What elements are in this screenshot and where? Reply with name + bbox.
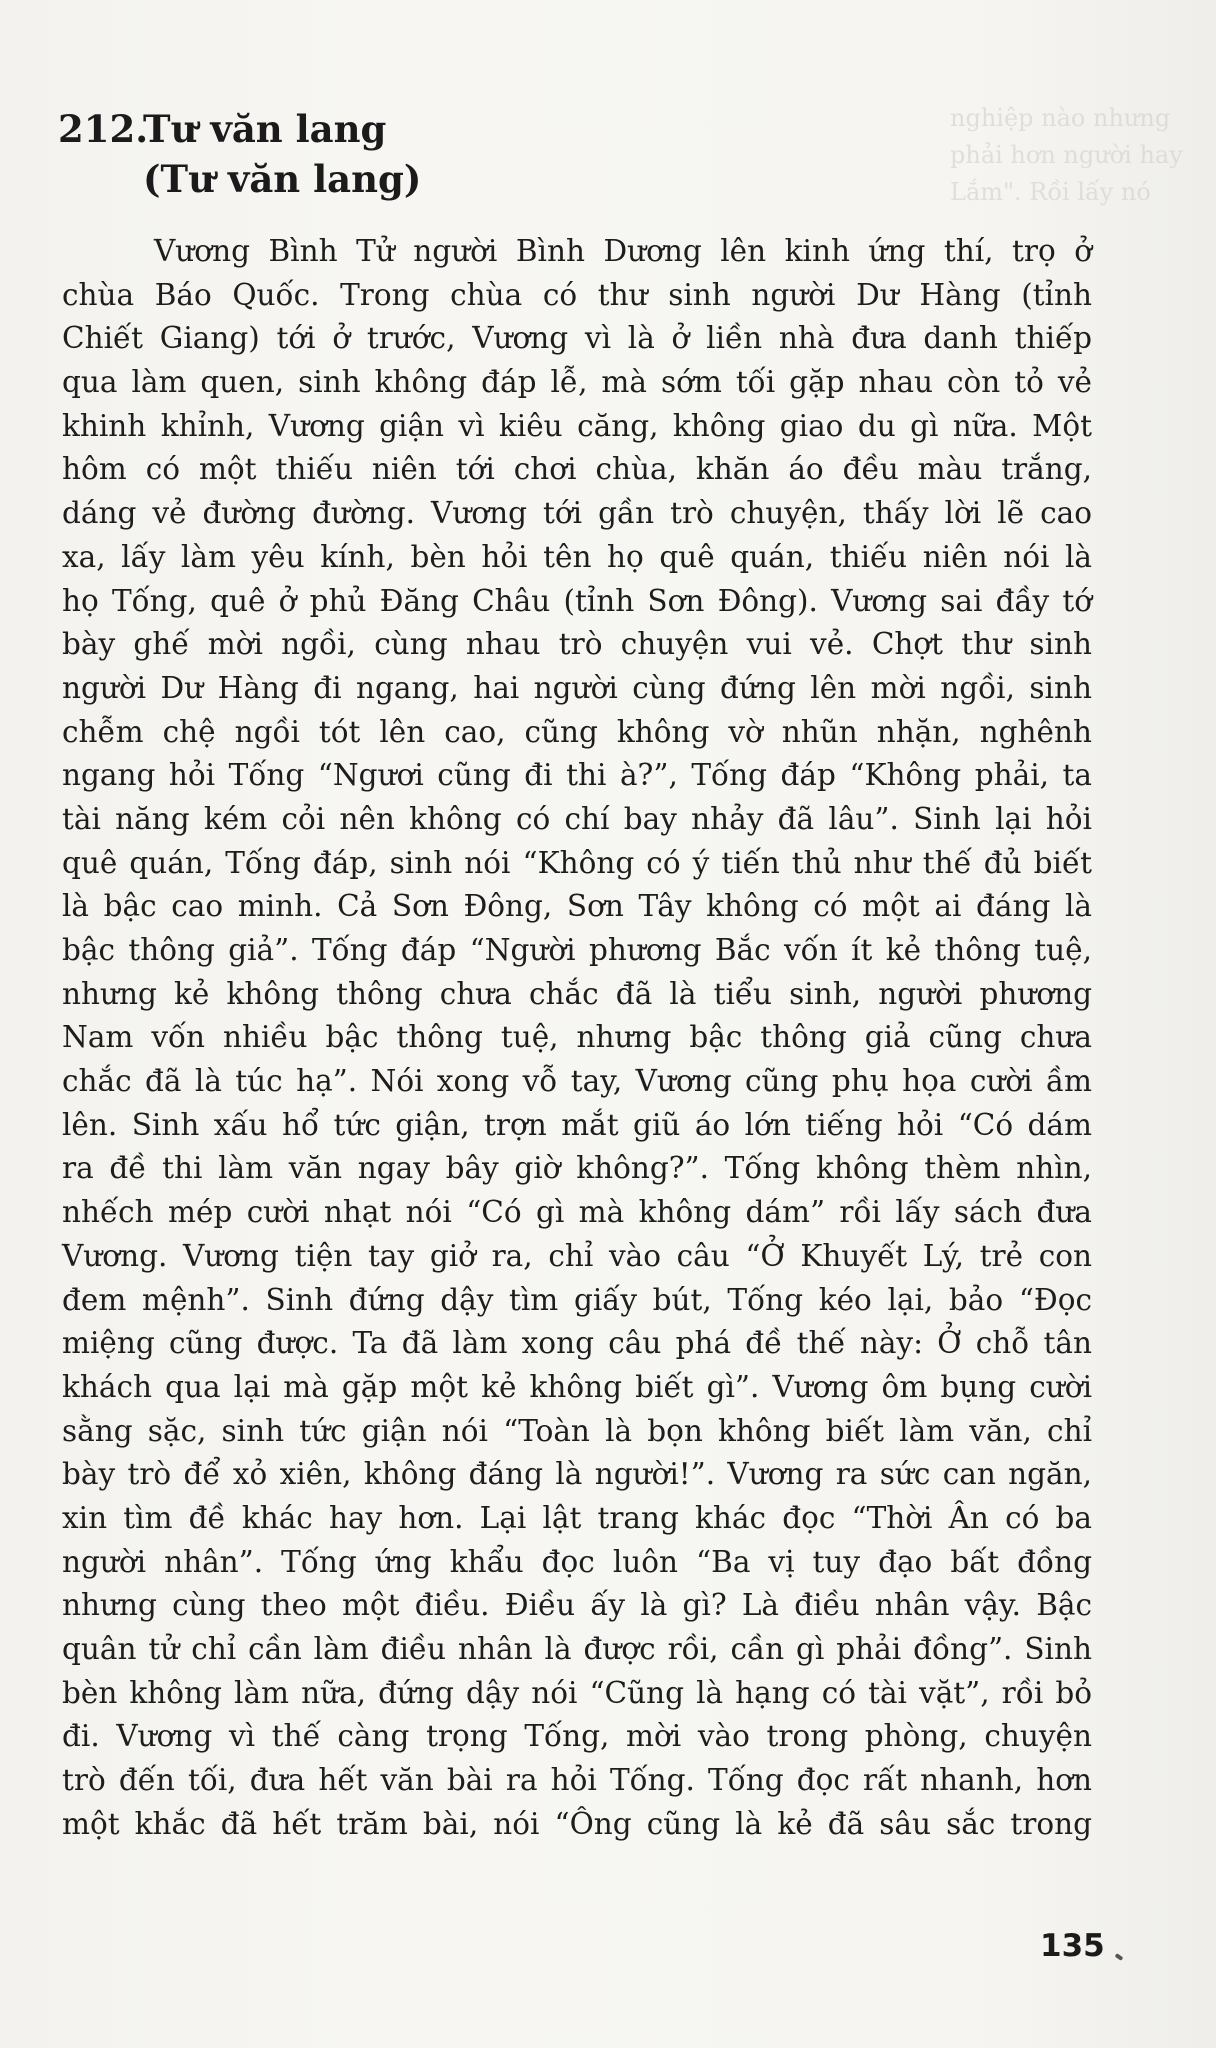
text-line: tài năng kém cỏi nên không có chí bay nhảy đã lâu”. Sinh lại hỏi bbox=[62, 801, 1092, 836]
text-line: đi. Vương vì thế càng trọng Tống, mời vào trong phòng, chuyện bbox=[62, 1719, 1092, 1754]
text-line: quân tử chỉ cần làm điều nhân là được rồi, cần gì phải đồng”. Sinh bbox=[62, 1632, 1092, 1666]
text-line: họ Tống, quê ở phủ Đăng Châu (tỉnh Sơn Đông). Vương sai đầy tớ bbox=[62, 583, 1092, 618]
text-line: chùa Báo Quốc. Trong chùa có thư sinh người Dư Hàng (tỉnh bbox=[62, 277, 1092, 312]
text-line: nhưng cùng theo một điều. Điều ấy là gì? Là điều nhân vậy. Bậc bbox=[62, 1588, 1092, 1623]
text-line: Vương Bình Tử người Bình Dương lên kinh ứng thí, trọ ở bbox=[154, 234, 1092, 268]
text-line: sằng sặc, sinh tức giận nói “Toàn là bọn không biết làm văn, chỉ bbox=[62, 1413, 1092, 1448]
text-line: bày ghế mời ngồi, cùng nhau trò chuyện vui vẻ. Chợt thư sinh bbox=[62, 627, 1092, 662]
text-line: xa, lấy làm yêu kính, bèn hỏi tên họ quê quán, thiếu niên nói là bbox=[62, 539, 1092, 574]
story-body bbox=[62, 230, 1092, 1846]
text-line: chắc đã là túc hạ”. Nói xong vỗ tay, Vương cũng phụ họa cười ầm bbox=[62, 1064, 1092, 1099]
text-line: nhếch mép cười nhạt nói “Có gì mà không dám” rồi lấy sách đưa bbox=[62, 1195, 1092, 1230]
text-line: Chiết Giang) tới ở trước, Vương vì là ở liền nhà đưa danh thiếp bbox=[62, 321, 1092, 356]
text-line: nhưng kẻ không thông chưa chắc đã là tiểu sinh, người phương bbox=[62, 976, 1092, 1011]
story-number: 212. bbox=[58, 107, 149, 151]
story-title: Tư văn lang bbox=[143, 107, 387, 151]
text-line: lên. Sinh xấu hổ tức giận, trợn mắt giũ áo lớn tiếng hỏi “Có dám bbox=[62, 1107, 1092, 1142]
text-line: dáng vẻ đường đường. Vương tới gần trò chuyện, thấy lời lẽ cao bbox=[62, 496, 1092, 531]
page-number: 135 bbox=[1040, 1928, 1105, 1964]
text-line: Nam vốn nhiều bậc thông tuệ, nhưng bậc thông giả cũng chưa bbox=[62, 1020, 1092, 1055]
text-line: bậc thông giả”. Tống đáp “Người phương Bắc vốn ít kẻ thông tuệ, bbox=[62, 933, 1092, 967]
text-line: một khắc đã hết trăm bài, nói “Ông cũng là kẻ đã sâu sắc trong bbox=[62, 1806, 1092, 1841]
text-line: là bậc cao minh. Cả Sơn Đông, Sơn Tây không có một ai đáng là bbox=[62, 889, 1092, 924]
text-line: người Dư Hàng đi ngang, hai người cùng đứng lên mời ngồi, sinh bbox=[62, 670, 1092, 705]
text-line: bèn không làm nữa, đứng dậy nói “Cũng là hạng có tài vặt”, rồi bỏ bbox=[62, 1675, 1092, 1710]
text-line: xin tìm đề khác hay hơn. Lại lật trang khác đọc “Thời Ân có ba bbox=[62, 1500, 1092, 1535]
text-line: Vương. Vương tiện tay giở ra, chỉ vào câu “Ở Khuyết Lý, trẻ con bbox=[62, 1238, 1092, 1273]
text-line: chễm chệ ngồi tót lên cao, cũng không vờ nhũn nhặn, nghênh bbox=[62, 714, 1092, 749]
heading-line bbox=[58, 104, 421, 154]
text-line: khách qua lại mà gặp một kẻ không biết gì”. Vương ôm bụng cười bbox=[62, 1369, 1092, 1404]
text-line: hôm có một thiếu niên tới chơi chùa, khăn áo đều màu trắng, bbox=[62, 452, 1092, 487]
story-subtitle: (Tư văn lang) bbox=[143, 157, 422, 201]
text-line: ngang hỏi Tống “Ngươi cũng đi thi à?”, Tống đáp “Không phải, ta bbox=[62, 758, 1092, 793]
bleed-through-text: nghiệp nào nhưng phải hơn người hay Lắm". Rồi lấy nó bbox=[950, 104, 1183, 206]
text-line: bày trò để xỏ xiên, không đáng là người!”. Vương ra sức can ngăn, bbox=[62, 1457, 1092, 1492]
text-line: người nhân”. Tống ứng khẩu đọc luôn “Ba vị tuy đạo bất đồng bbox=[62, 1544, 1092, 1579]
text-line: miệng cũng được. Ta đã làm xong câu phá đề thế này: Ở chỗ tân bbox=[62, 1326, 1092, 1361]
text-line: trò đến tối, đưa hết văn bài ra hỏi Tống. Tống đọc rất nhanh, hơn bbox=[62, 1763, 1092, 1798]
text-line: đem mệnh”. Sinh đứng dậy tìm giấy bút, Tống kéo lại, bảo “Đọc bbox=[62, 1282, 1092, 1317]
text-line: qua làm quen, sinh không đáp lễ, mà sớm tối gặp nhau còn tỏ vẻ bbox=[62, 365, 1092, 400]
scan-speck bbox=[1115, 1953, 1124, 1961]
story-heading bbox=[58, 104, 421, 204]
text-line: ra đề thi làm văn ngay bây giờ không?”. Tống không thèm nhìn, bbox=[62, 1151, 1092, 1186]
text-line: khinh khỉnh, Vương giận vì kiêu căng, không giao du gì nữa. Một bbox=[62, 408, 1092, 443]
text-line: quê quán, Tống đáp, sinh nói “Không có ý tiến thủ như thế đủ biết bbox=[62, 845, 1092, 880]
